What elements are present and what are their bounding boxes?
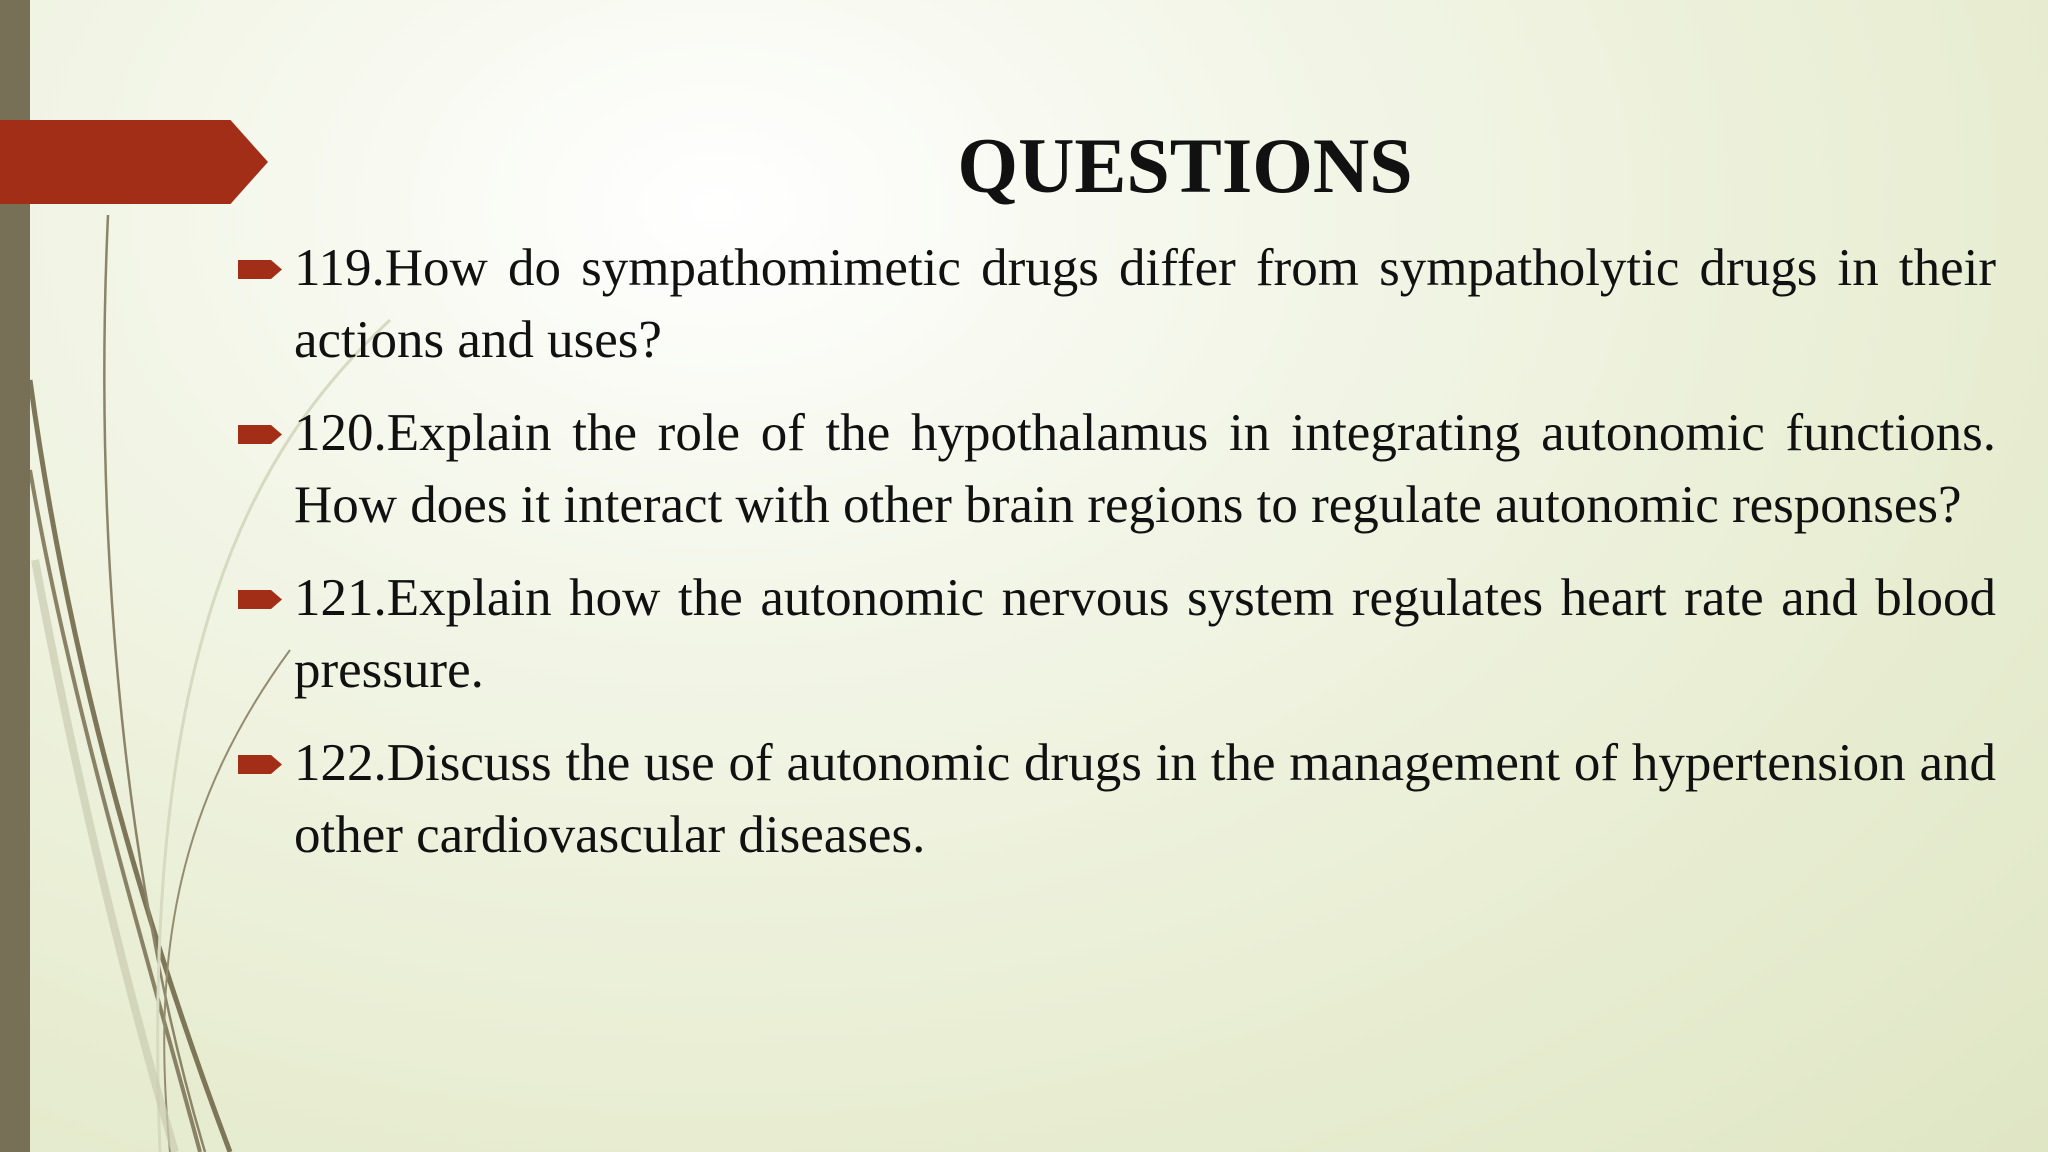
title-accent-tab [0,120,268,204]
list-item [238,232,1996,376]
slide-title: QUESTIONS [957,122,1413,209]
list-item [238,562,1996,706]
arrow-bullet-icon [238,755,282,774]
list-item [238,727,1996,871]
question-text: 122.Discuss the use of autonomic drugs in the management of hypertension and other cardiovascular diseases. [294,734,1996,864]
list-item [238,397,1996,541]
question-text: 121.Explain how the autonomic nervous system regulates heart rate and blood pressure. [294,569,1996,699]
question-list [238,232,1996,892]
question-text: 120.Explain the role of the hypothalamus in integrating autonomic functions. How does it interact with other brain regions to regulate autonomic responses? [294,404,1996,534]
arrow-bullet-icon [238,425,282,444]
arrow-bullet-icon [238,590,282,609]
arrow-bullet-icon [238,260,282,279]
question-text: 119.How do sympathomimetic drugs differ from sympatholytic drugs in their actions and uses? [294,239,1996,369]
